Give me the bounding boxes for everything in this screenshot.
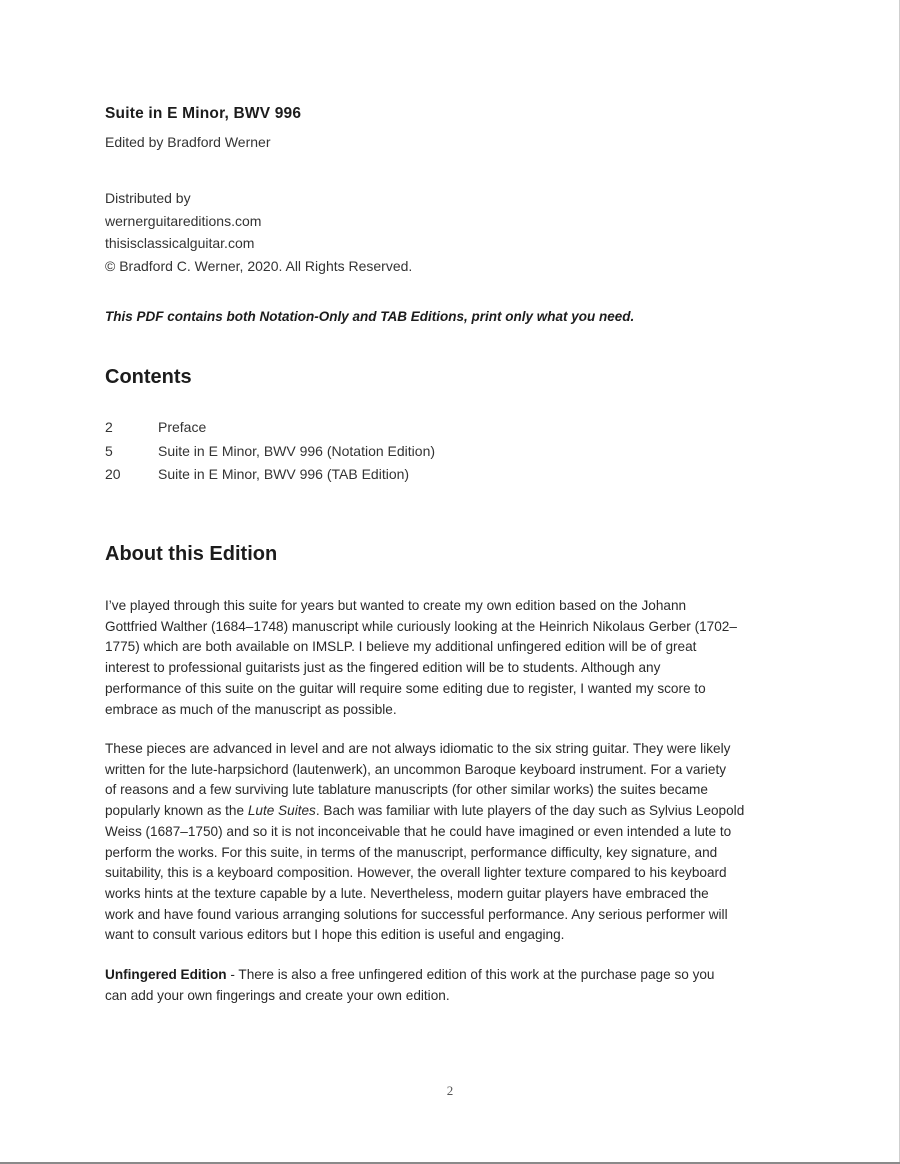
distribution-block <box>105 187 412 277</box>
text-line <box>105 801 795 822</box>
text-line: interest to professional guitarists just as the fingered edition will be to students. Although any <box>105 660 661 676</box>
toc-page-number: 2 <box>105 419 113 435</box>
editor-credit: Edited by Bradford Werner <box>105 134 271 150</box>
toc-page-number: 5 <box>105 442 113 459</box>
text-line: embrace as much of the manuscript as possible. <box>105 701 397 717</box>
toc-entry[interactable] <box>105 419 435 443</box>
text-line: can add your own fingerings and create your own edition. <box>105 987 450 1003</box>
text-line: These pieces are advanced in level and are not always idiomatic to the six string guitar. They were likely <box>105 741 731 756</box>
unfingered-edition-lead: Unfingered Edition <box>105 967 227 982</box>
text-line: performance of this suite on the guitar will require some editing due to register, I wanted my score to <box>105 680 706 696</box>
text-line: works hints at the texture capable by a lute. Nevertheless, modern guitar players have embraced the <box>105 885 709 901</box>
text-line: work and have found various arranging solutions for successful performance. Any serious performer will <box>105 906 728 922</box>
text-segment: . Bach was familiar with lute players of the day such as Sylvius Leopold <box>315 803 745 819</box>
text-line: written for the lute-harpsichord (lautenwerk), an uncommon Baroque keyboard instrument. For a variety <box>105 761 727 777</box>
text-segment: popularly known as the <box>105 803 248 819</box>
text-segment: - There is also a free unfingered edition of this work at the purchase page so you <box>226 967 715 982</box>
about-heading: About this Edition <box>105 543 278 565</box>
website-link-werner[interactable]: wernerguitareditions.com <box>105 212 262 229</box>
about-paragraph-3 <box>105 965 795 1006</box>
copyright-notice: © Bradford C. Werner, 2020. All Rights Reserved. <box>105 257 413 274</box>
about-paragraph-2 <box>105 739 795 946</box>
print-notice: This PDF contains both Notation-Only and TAB Editions, print only what you need. <box>105 309 635 324</box>
text-line: Weiss (1687–1750) and so it is not inconceivable that he could have imagined or even intended a lute to <box>105 823 732 839</box>
text-line: I’ve played through this suite for years but wanted to create my own edition based on the Johann <box>105 598 687 613</box>
toc-entry[interactable] <box>105 443 435 467</box>
toc-label: Preface <box>158 419 207 435</box>
text-line <box>105 965 795 986</box>
toc-page-number: 20 <box>105 466 121 482</box>
text-line: suitability, this is a keyboard composition. However, the overall lighter texture compared to his keyboard <box>105 865 727 881</box>
page-number: 2 <box>446 1083 454 1098</box>
text-line: Gottfried Walther (1684–1748) manuscript while curiously looking at the Heinrich Nikolaus Gerber (1702– <box>105 618 737 634</box>
distribution-label: Distributed by <box>105 190 191 206</box>
text-line: want to consult various editors but I hope this edition is useful and engaging. <box>105 927 565 943</box>
contents-heading: Contents <box>105 366 192 388</box>
toc-label: Suite in E Minor, BWV 996 (Notation Edition) <box>158 442 436 459</box>
toc-label: Suite in E Minor, BWV 996 (TAB Edition) <box>158 466 410 482</box>
table-of-contents <box>105 419 435 490</box>
text-line: of reasons and a few surviving lute tablature manuscripts (for other similar works) the suites became <box>105 782 708 798</box>
text-line: perform the works. For this suite, in terms of the manuscript, performance difficulty, key signature, and <box>105 844 718 860</box>
about-paragraph-1 <box>105 596 795 720</box>
text-line: 1775) which are both available on IMSLP. I believe my additional unfingered edition will be of great <box>105 639 697 655</box>
document-title: Suite in E Minor, BWV 996 <box>105 105 302 122</box>
italic-title: Lute Suites <box>247 803 316 819</box>
toc-entry[interactable] <box>105 466 435 490</box>
website-link-classical[interactable]: thisisclassicalguitar.com <box>105 235 255 251</box>
